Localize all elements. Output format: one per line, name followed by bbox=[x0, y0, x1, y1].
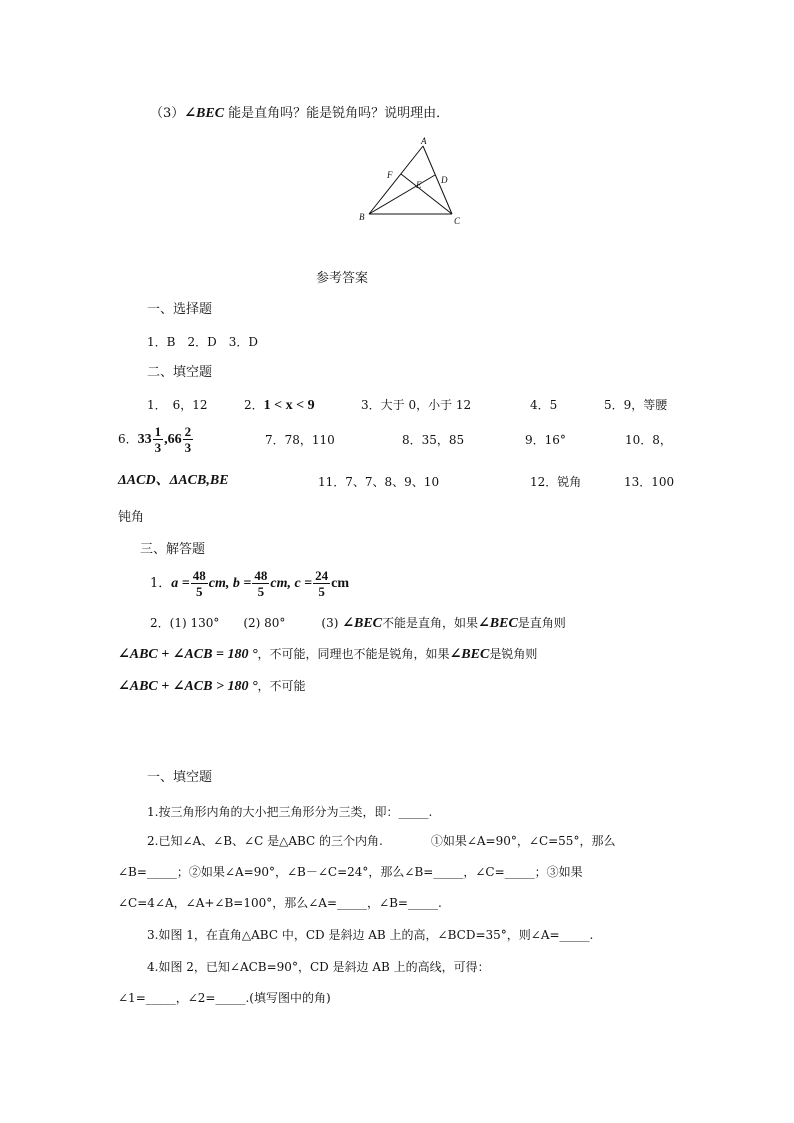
mixed-number-whole: 66 bbox=[167, 432, 182, 447]
triangle-figure bbox=[355, 133, 465, 228]
denominator: 3 bbox=[154, 440, 162, 455]
label-b: B bbox=[359, 212, 365, 222]
numerator: 2 bbox=[184, 424, 192, 439]
answer-text: 2．(1) 130° (2) 80° (3) bbox=[150, 616, 339, 630]
answer-number: 6． bbox=[118, 432, 138, 446]
expression-part: cm, b = bbox=[208, 576, 252, 591]
label-d: D bbox=[441, 175, 448, 185]
label-e: E bbox=[416, 180, 422, 190]
numerator: 48 bbox=[192, 568, 206, 583]
fill-answer-10-continued: ΔACD、ΔACB,BE bbox=[118, 473, 229, 488]
separator: , bbox=[164, 432, 168, 447]
fill-answer-8: 8．35，85 bbox=[402, 433, 465, 447]
fill-answer-6 bbox=[118, 424, 194, 455]
exercise-question-2-line-2: ∠B=_____；②如果∠A=90°，∠B－∠C=24°，那么∠B=_____，∠C=_____；③如果 bbox=[118, 865, 583, 879]
angle-bec: ∠BEC bbox=[184, 106, 225, 121]
answer-number: 2． bbox=[244, 398, 264, 412]
exercise-question-4-line-2: ∠1=_____，∠2=_____.(填写图中的角) bbox=[118, 991, 331, 1005]
answer-text: ，不可能 bbox=[257, 679, 306, 693]
angle-bec: ∠BEC bbox=[478, 616, 518, 631]
fill-answer-13: 13．100 bbox=[624, 475, 675, 489]
exercise-question-3: 3.如图 1，在直角△ABC 中，CD 是斜边 AB 上的高，∠BCD=35°，则∠A=_____. bbox=[147, 928, 594, 942]
mixed-number-whole: 33 bbox=[137, 432, 152, 447]
angle-bec: ∠BEC bbox=[449, 647, 490, 662]
angle-sum-expression: ∠ABC + ∠ACB = 180 ° bbox=[118, 647, 258, 662]
section-fill-title: 二、填空题 bbox=[147, 365, 213, 380]
fill-answer-4: 4．5 bbox=[530, 398, 558, 412]
fraction bbox=[153, 424, 164, 455]
segment-bd bbox=[369, 175, 435, 214]
exercise-section-title: 一、填空题 bbox=[147, 770, 213, 785]
expression-part: a = bbox=[171, 576, 190, 591]
section-choice-title: 一、选择题 bbox=[147, 302, 213, 317]
solve-answer-2-line-1 bbox=[150, 614, 566, 633]
answer-text: 是直角则 bbox=[517, 616, 566, 630]
question-text: 能是直角吗？能是锐角吗？说明理由． bbox=[228, 106, 450, 121]
numerator: 48 bbox=[254, 568, 268, 583]
question-3-line bbox=[150, 105, 449, 123]
angle-sum-expression: ∠ABC + ∠ACB > 180 ° bbox=[118, 679, 258, 694]
denominator: 5 bbox=[318, 584, 325, 599]
fraction bbox=[183, 424, 194, 455]
exercise-question-2-line-1: 2.已知∠A、∠B、∠C 是△ABC 的三个内角. ①如果∠A=90°，∠C=55°，那么 bbox=[147, 834, 616, 848]
fill-answer-1: 1． 6，12 bbox=[147, 398, 208, 412]
answers-title: 参考答案 bbox=[316, 271, 369, 286]
denominator: 5 bbox=[257, 584, 265, 599]
fill-answer-10: 10．8， bbox=[625, 433, 672, 447]
answer-text: ，不可能，同理也不能是锐角，如果 bbox=[257, 647, 450, 661]
solve-answer-2-line-3 bbox=[118, 677, 306, 696]
fraction bbox=[191, 568, 208, 599]
fill-answer-5: 5．9，等腰 bbox=[604, 398, 668, 412]
answer-text: 是锐角则 bbox=[489, 647, 538, 661]
section-solve-title: 三、解答题 bbox=[140, 542, 206, 557]
label-f: F bbox=[387, 170, 393, 180]
choice-answers: 1．B 2．D 3．D bbox=[147, 335, 258, 349]
label-c: C bbox=[454, 216, 461, 226]
exercise-question-4-line-1: 4.如图 2，已知∠ACB=90°，CD 是斜边 AB 上的高线，可得： bbox=[147, 960, 490, 974]
expression-part: cm, c = bbox=[270, 576, 313, 591]
denominator: 5 bbox=[196, 584, 203, 599]
fill-answer-9: 9．16° bbox=[525, 433, 566, 447]
solve-answer-1 bbox=[150, 566, 349, 602]
inequality-expression: 1 < x < 9 bbox=[263, 398, 315, 413]
denominator: 3 bbox=[184, 440, 192, 455]
numerator: 1 bbox=[154, 424, 162, 439]
angle-bec: ∠BEC bbox=[342, 616, 383, 631]
fill-answer-2 bbox=[244, 396, 315, 415]
fill-answer-11: 11．7、7、8、9、10 bbox=[318, 475, 440, 489]
question-number: （3） bbox=[150, 106, 185, 121]
fraction bbox=[313, 568, 330, 599]
fill-answer-3: 3．大于 0，小于 12 bbox=[361, 398, 472, 412]
fill-answer-7: 7．78，110 bbox=[265, 433, 335, 447]
exercise-question-2-line-3: ∠C=4∠A，∠A+∠B=100°，那么∠A=_____，∠B=_____. bbox=[118, 896, 442, 910]
numerator: 24 bbox=[315, 568, 329, 583]
unit: cm bbox=[331, 576, 350, 591]
fill-answer-13-continued: 钝角 bbox=[118, 510, 145, 525]
answer-text: 不能是直角，如果 bbox=[382, 616, 479, 630]
side-ab bbox=[369, 146, 423, 214]
answer-number: 1． bbox=[150, 576, 172, 591]
exercise-question-1: 1.按三角形内角的大小把三角形分为三类，即：_____. bbox=[147, 805, 433, 819]
label-a: A bbox=[421, 136, 427, 146]
solve-answer-2-line-2 bbox=[118, 645, 537, 664]
fill-answer-12: 12．锐角 bbox=[530, 475, 582, 489]
fraction bbox=[252, 568, 269, 599]
